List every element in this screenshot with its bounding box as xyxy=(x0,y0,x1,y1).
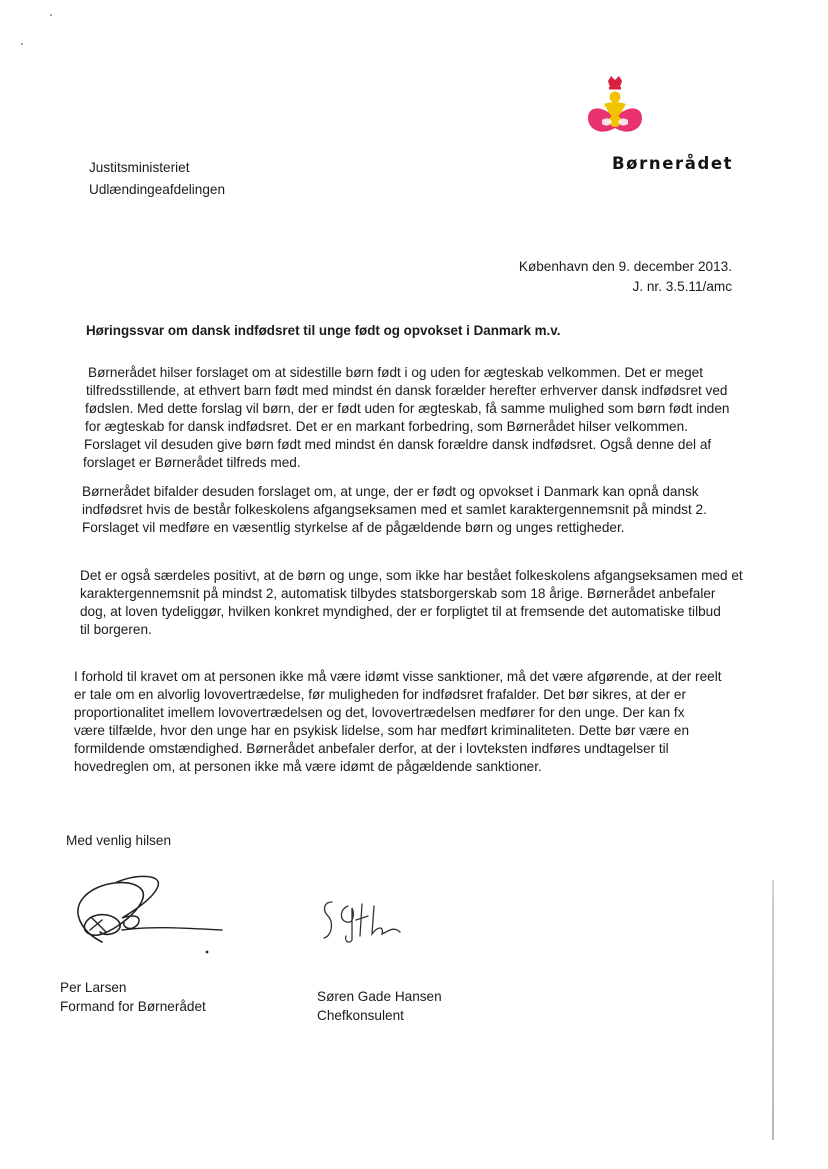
letter-subject: Høringssvar om dansk indfødsret til unge født og opvokset i Danmark m.v. xyxy=(86,323,561,338)
recipient-address xyxy=(89,157,225,201)
scan-speck xyxy=(21,43,23,45)
journal-number: J. nr. 3.5.11/amc xyxy=(632,279,732,294)
signer-title: Chefkonsulent xyxy=(317,1008,404,1023)
scan-edge-line xyxy=(772,880,774,1140)
scan-speck xyxy=(50,14,52,16)
letter-date: København den 9. december 2013. xyxy=(518,259,732,274)
paragraph-line: indfødsret hvis de består folkeskolens afgangseksamen med et samlet karaktergennemsnit på mindst 2. xyxy=(82,502,707,517)
signer-block xyxy=(60,978,206,1016)
paragraph-line: tilfredsstillende, at ethvert barn født med mindst én dansk forælder herefter erhverver dansk indfødsret ved xyxy=(86,383,728,398)
paragraph-line: være tilfælde, hvor den unge har en psykisk lidelse, som har medført kriminaliteten. Dette bør være en xyxy=(74,723,689,738)
signer-block xyxy=(317,987,442,1025)
signer-name: Per Larsen xyxy=(60,980,127,995)
paragraph-line: til borgeren. xyxy=(80,622,152,637)
paragraph-line: Det er også særdeles positivt, at de børn og unge, som ikke har bestået folkeskolens afgangseksamen med et xyxy=(80,568,743,583)
body-paragraph xyxy=(80,567,743,639)
paragraph-line: forslaget er Børnerådet tilfreds med. xyxy=(83,455,301,470)
paragraph-line: fødslen. Med dette forslag vil børn, der er født uden for ægteskab, få samme mulighed som børn født inden xyxy=(85,401,730,416)
body-paragraph xyxy=(74,668,722,776)
date-block xyxy=(519,257,732,297)
paragraph-line: Forslaget vil medføre en væsentlig styrkelse af de pågældende børn og unges rettigheder. xyxy=(82,520,625,535)
signature-soren-gade-hansen xyxy=(318,896,408,946)
signer-name: Søren Gade Hansen xyxy=(317,989,442,1004)
signer-title: Formand for Børnerådet xyxy=(60,999,206,1014)
borneraadet-logo-icon xyxy=(582,76,648,142)
body-paragraph xyxy=(82,483,722,537)
brand-name: Børnerådet xyxy=(612,154,734,173)
paragraph-line: for ægteskab for dansk indfødsret. Det er en markant forbedring, som Børnerådet hilser velkommen. xyxy=(85,419,688,434)
paragraph-line: proportionalitet imellem lovovertrædelsen og det, lovovertrædelsen medfører for den unge. Der kan fx xyxy=(74,705,685,720)
paragraph-line: Børnerådet bifalder desuden forslaget om, at unge, der er født og opvokset i Danmark kan opnå dansk xyxy=(82,484,699,499)
closing-greeting: Med venlig hilsen xyxy=(66,833,172,848)
paragraph-line: formildende omstændighed. Børnerådet anbefaler derfor, at der i lovteksten indføres undtagelser til xyxy=(74,741,669,756)
recipient-line: Justitsministeriet xyxy=(89,160,190,175)
paragraph-line: karaktergennemsnit på mindst 2, automatisk tilbydes statsborgerskab som 18 årige. Børnerådet anbefaler xyxy=(80,586,716,601)
signature-per-larsen xyxy=(62,872,232,962)
paragraph-line: Børnerådet hilser forslaget om at sidestille børn født i og uden for ægteskab velkommen. Det er meget xyxy=(88,365,704,380)
paragraph-line: Forslaget vil desuden give børn født med mindst én dansk forældre dansk indfødsret. Også denne del af xyxy=(84,437,712,452)
paragraph-line: hovedreglen om, at personen ikke må være idømt de pågældende sanktioner. xyxy=(74,759,542,774)
paragraph-line: er tale om en alvorlig lovovertrædelse, før muligheden for indfødsret frafalder. Det bør sikres, at der er xyxy=(74,687,686,702)
paragraph-line: dog, at loven tydeliggør, hvilken konkret myndighed, der er forpligtet til at fremsende det automatiske tilbud xyxy=(80,604,721,619)
paragraph-line: I forhold til kravet om at personen ikke må være idømt visse sanktioner, må det være afgørende, at der reelt xyxy=(74,669,722,684)
recipient-line: Udlændingeafdelingen xyxy=(89,182,226,197)
body-paragraph xyxy=(83,364,730,472)
